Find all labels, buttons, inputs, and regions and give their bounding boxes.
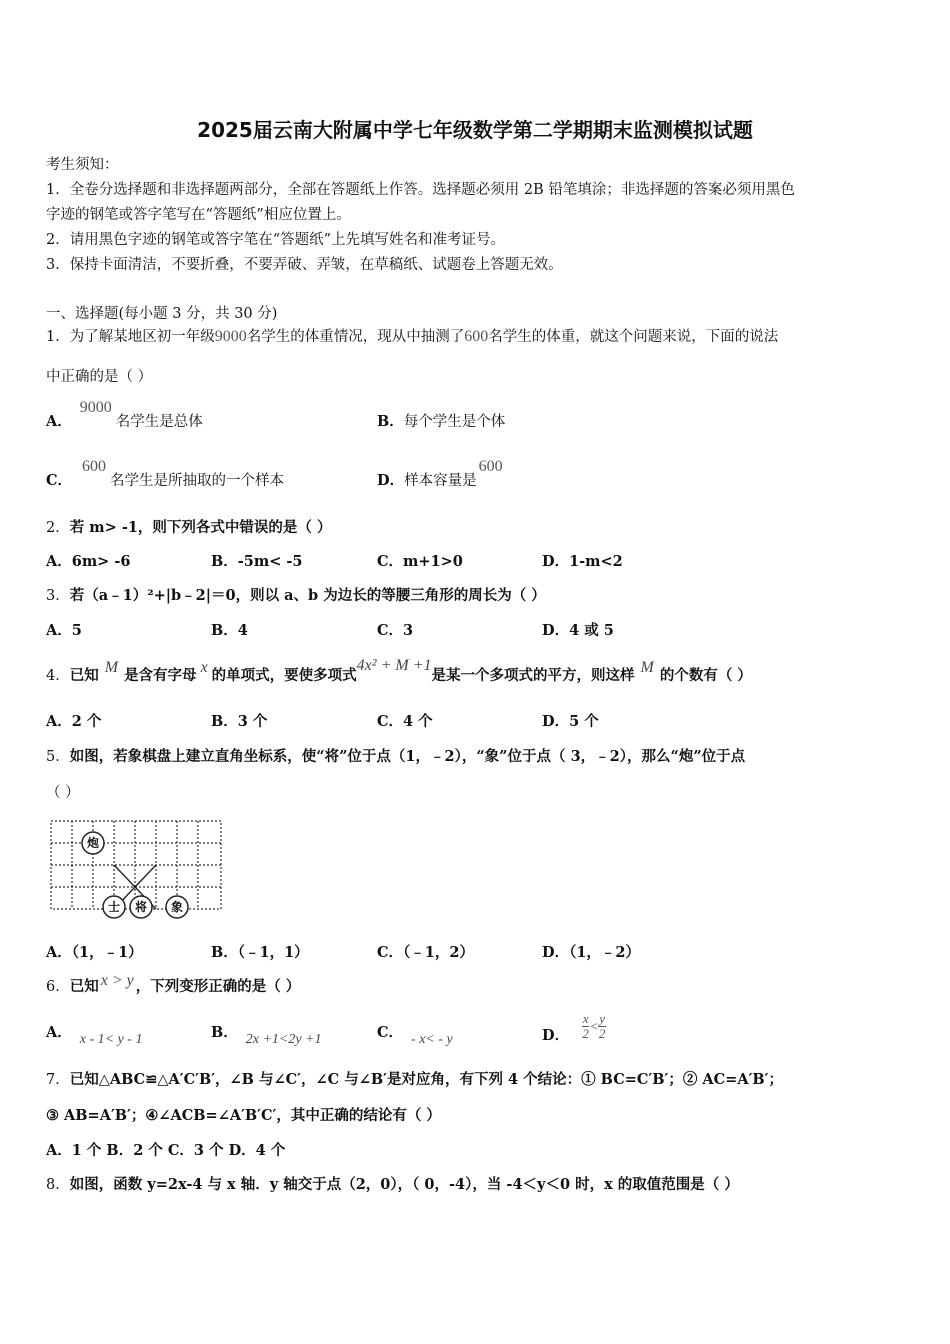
q1-option-a[interactable]: A．9000名学生是总体 <box>46 399 203 430</box>
question-5-line2: （ ） <box>46 785 80 801</box>
notice-item-3: 3．保持卡面清洁，不要折叠，不要弄破、弄皱，在草稿纸、试题卷上答题无效。 <box>46 257 563 273</box>
piece-pao-label: 炮 <box>86 836 100 850</box>
question-2: 2．若 m> -1，则下列各式中错误的是（ ） <box>46 519 332 536</box>
page-title: 2025届云南大附属中学七年级数学第二学期期末监测模拟试题 <box>197 118 753 142</box>
question-4: 4．已知 M 是含有字母 x 的单项式，要使多项式4x² + M +1是某一个多项式的平方，则这样 M 的个数有（ ） <box>46 657 752 684</box>
q4-option-a[interactable]: A．2 个 <box>46 713 102 730</box>
piece-shi-label: 士 <box>107 900 121 914</box>
q1-option-b[interactable]: B．每个学生是个体 <box>377 413 506 430</box>
question-7-line2: ③ AB=A′B′；④∠ACB=∠A′B′C′，其中正确的结论有（ ） <box>46 1107 441 1124</box>
notice-item-1a: 1．全卷分选择题和非选择题两部分，全部在答题纸上作答。选择题必须用 2B 铅笔填涂；非选择题的答案必须用黑色 <box>46 182 795 198</box>
q7-options[interactable]: A．1 个 B．2 个 C．3 个 D．4 个 <box>46 1142 286 1159</box>
q5-option-d[interactable]: D．（1，﹣2） <box>542 944 641 961</box>
q5-option-b[interactable]: B．（﹣1，1） <box>211 944 309 961</box>
q1-option-d[interactable]: D．样本容量是600 <box>377 458 503 489</box>
q1-option-c[interactable]: C．600名学生是所抽取的一个样本 <box>46 458 285 489</box>
question-5: 5．如图，若象棋盘上建立直角坐标系，使“将”位于点（1，﹣2），“象”位于点（ 3，﹣2），那么“炮”位于点 <box>46 748 746 765</box>
question-1: 1．为了解某地区初一年级9000名学生的体重情况，现从中抽测了600名学生的体重，就这个问题来说，下面的说法 <box>46 328 779 345</box>
question-3: 3．若（a﹣1）²+|b﹣2|＝0，则以 a、b 为边长的等腰三角形的周长为（ ） <box>46 587 546 604</box>
q3-option-a[interactable]: A．5 <box>46 622 82 639</box>
q3-option-d[interactable]: D．4 或 5 <box>542 622 614 639</box>
q6-option-b[interactable]: B． 2x +1<2y +1 <box>211 1024 322 1047</box>
question-6: 6．已知 x > y ，下列变形正确的是（ ） <box>46 972 301 995</box>
q2-option-a[interactable]: A．6m> -6 <box>46 553 131 570</box>
q3-option-c[interactable]: C．3 <box>377 622 414 639</box>
q2-option-d[interactable]: D．1-m<2 <box>542 553 623 570</box>
q6-option-c[interactable]: C． - x< - y <box>377 1024 453 1047</box>
piece-xiang-label: 象 <box>170 900 184 914</box>
q6-option-a[interactable]: A． x - 1< y - 1 <box>46 1024 143 1047</box>
piece-jiang-label: 将 <box>134 900 148 914</box>
question-1-line2: 中正确的是（ ） <box>46 369 153 385</box>
q2-option-b[interactable]: B．-5m< -5 <box>211 553 303 570</box>
q2-option-c[interactable]: C．m+1>0 <box>377 553 463 570</box>
chess-board-figure <box>46 815 226 925</box>
section-heading: 一、选择题(每小题 3 分，共 30 分) <box>46 306 278 322</box>
q3-option-b[interactable]: B．4 <box>211 622 248 639</box>
q4-option-c[interactable]: C．4 个 <box>377 713 433 730</box>
q5-option-c[interactable]: C．（﹣1，2） <box>377 944 474 961</box>
notice-item-2: 2．请用黑色字迹的钢笔或答字笔在“答题纸”上先填写姓名和准考证号。 <box>46 232 506 248</box>
q4-option-d[interactable]: D．5 个 <box>542 713 599 730</box>
notice-heading: 考生须知： <box>46 157 119 173</box>
q6-option-d[interactable]: D． $\frac{x}{2}$ < $\frac{y}{2}$ <box>542 1011 606 1044</box>
question-8: 8．如图，函数 y=2x-4 与 x 轴．y 轴交于点（2，0），（ 0，-4），当 -4＜y＜0 时，x 的取值范围是（ ） <box>46 1176 739 1193</box>
q5-option-a[interactable]: A．（1，﹣1） <box>46 944 143 961</box>
q4-option-b[interactable]: B．3 个 <box>211 713 268 730</box>
notice-item-1b: 字迹的钢笔或答字笔写在“答题纸”相应位置上。 <box>46 207 351 223</box>
question-7: 7．已知△ABC≌△A′C′B′，∠B 与∠C′，∠C 与∠B′是对应角，有下列 4 个结论：① BC=C′B′；② AC=A′B′； <box>46 1071 783 1088</box>
